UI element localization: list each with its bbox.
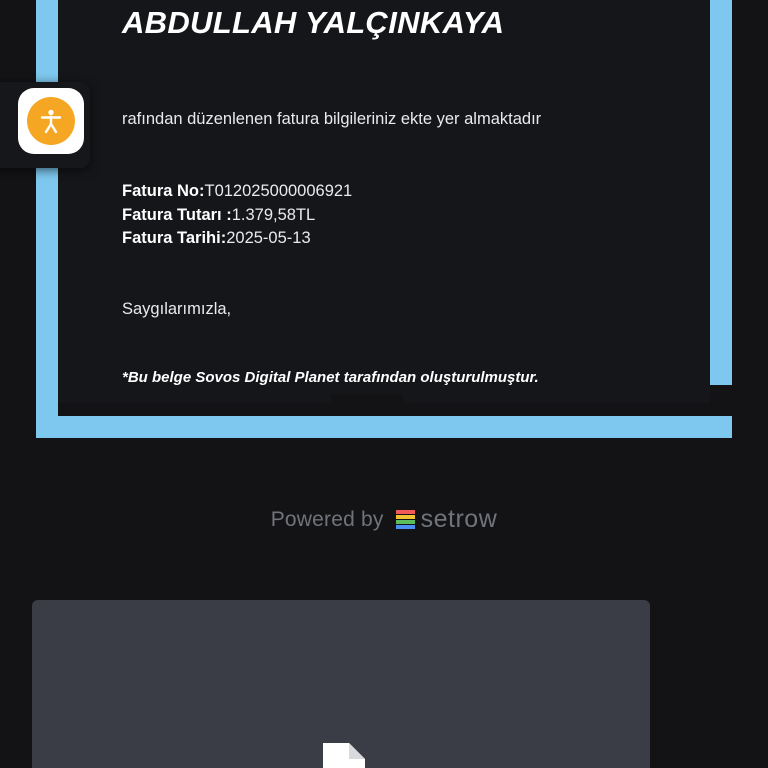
- attachment-preview-panel[interactable]: [32, 600, 650, 768]
- document-file-icon: [315, 743, 367, 768]
- email-card-body: [58, 0, 710, 403]
- invoice-no-value: T012025000006921: [204, 182, 353, 200]
- intro-line: rafından düzenlenen fatura bilgileriniz ekte yer almaktadır: [122, 110, 542, 128]
- detail-row: [122, 227, 352, 251]
- invoice-date-value: 2025-05-13: [226, 229, 311, 247]
- setrow-logo[interactable]: [396, 505, 498, 534]
- card-border-bottom: [36, 416, 732, 438]
- accessibility-widget-container: [0, 82, 90, 168]
- setrow-brand-name: setrow: [420, 505, 498, 533]
- invoice-date-label: Fatura Tarihi:: [122, 229, 227, 247]
- invoice-details: [122, 180, 352, 251]
- invoice-no-label: Fatura No:: [122, 182, 205, 200]
- invoice-amount-value: 1.379,58TL: [231, 205, 316, 224]
- regards-text: Saygılarımızla,: [122, 300, 232, 318]
- card-border-notch: [331, 394, 403, 416]
- card-border-left: [36, 0, 58, 438]
- footnote-text: *Bu belge Sovos Digital Planet tarafından oluşturulmuştur.: [122, 369, 539, 386]
- detail-row: [122, 180, 352, 204]
- powered-by-label: Powered by: [270, 507, 384, 531]
- powered-by-footer: [0, 505, 768, 534]
- accessibility-button[interactable]: [18, 88, 84, 154]
- recipient-name: ABDULLAH YALÇINKAYA: [122, 5, 505, 40]
- setrow-bars-icon: [396, 510, 415, 529]
- detail-row: [122, 204, 352, 228]
- accessibility-person-icon: [27, 97, 75, 145]
- invoice-amount-label: Fatura Tutarı :: [122, 205, 232, 224]
- card-border-right: [710, 0, 732, 385]
